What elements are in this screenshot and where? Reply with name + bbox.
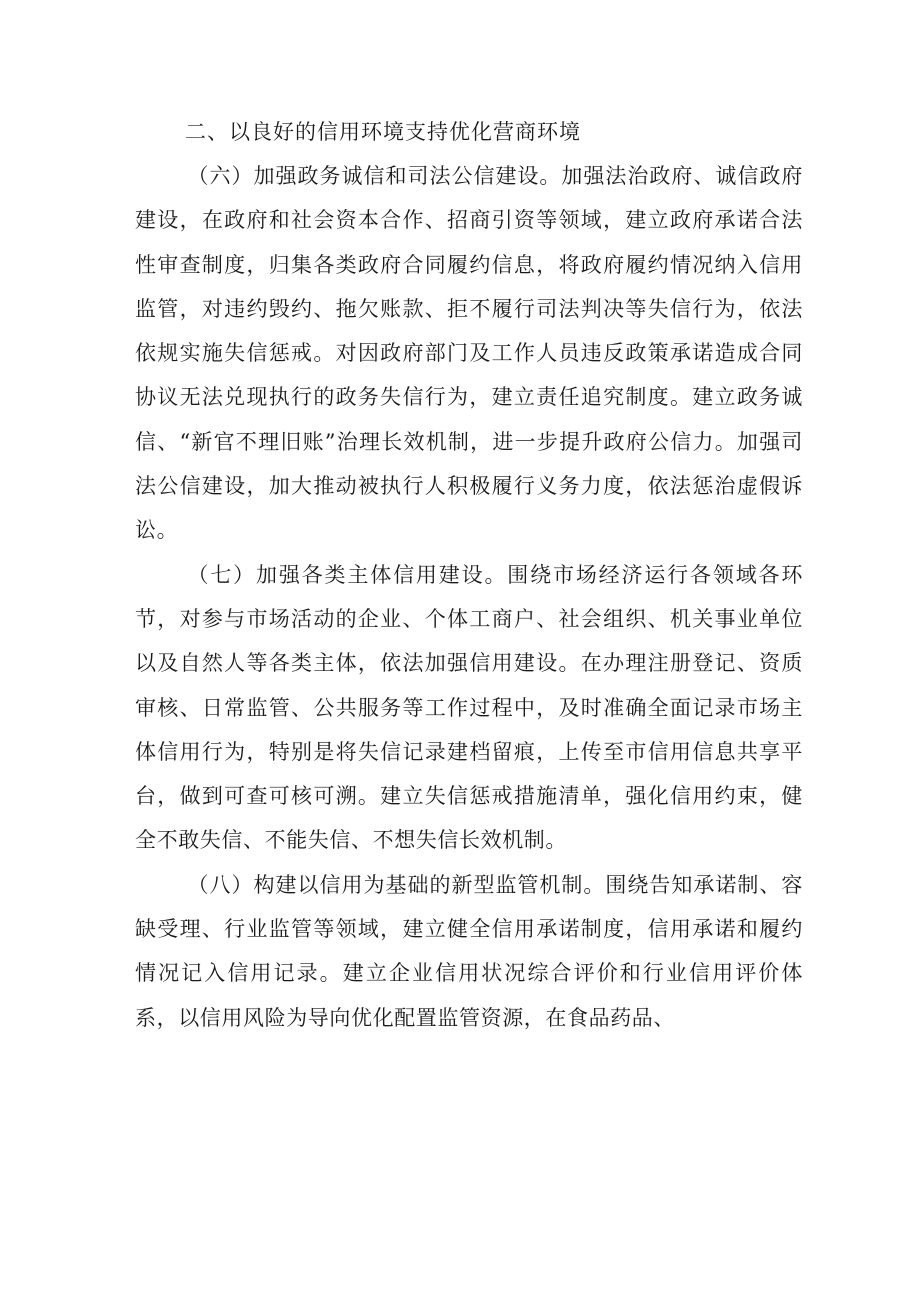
paragraph-7: （七）加强各类主体信用建设。围绕市场经济运行各领域各环节，对参与市场活动的企业、个体工商户、社会组织、机关事业单位以及自然人等各类主体，依法加强信用建设。在办理注册登记、资质审核、日常监管、公共服务等工作过程中，及时准确全面记录市场主体信用行为，特别是将失信记录建档留痕，上传至市信用信息共享平台，做到可查可核可溯。建立失信惩戒措施清单，强化信用约束，健全不敢失信、不能失信、不想失信长效机制。 bbox=[135, 562, 803, 853]
paragraph-8: （八）构建以信用为基础的新型监管机制。围绕告知承诺制、容缺受理、行业监管等领域，建立健全信用承诺制度，信用承诺和履约情况记入信用记录。建立企业信用状况综合评价和行业信用评价体系，以信用风险为导向优化配置监管资源，在食品药品、 bbox=[135, 872, 803, 1030]
document-body bbox=[135, 110, 803, 1040]
section-heading: 二、以良好的信用环境支持优化营商环境 bbox=[185, 120, 581, 144]
paragraph-6: （六）加强政务诚信和司法公信建设。加强法治政府、诚信政府建设，在政府和社会资本合作、招商引资等领域，建立政府承诺合法性审查制度，归集各类政府合同履约信息，将政府履约情况纳入信用监管，对违约毁约、拖欠账款、拒不履行司法判决等失信行为，依法依规实施失信惩戒。对因政府部门及工作人员违反政策承诺造成合同协议无法兑现执行的政务失信行为，建立责任追究制度。建立政务诚信、“新官不理旧账”治理长效机制，进一步提升政府公信力。加强司法公信建设，加大推动被执行人积极履行义务力度，依法惩治虚假诉讼。 bbox=[135, 164, 803, 543]
